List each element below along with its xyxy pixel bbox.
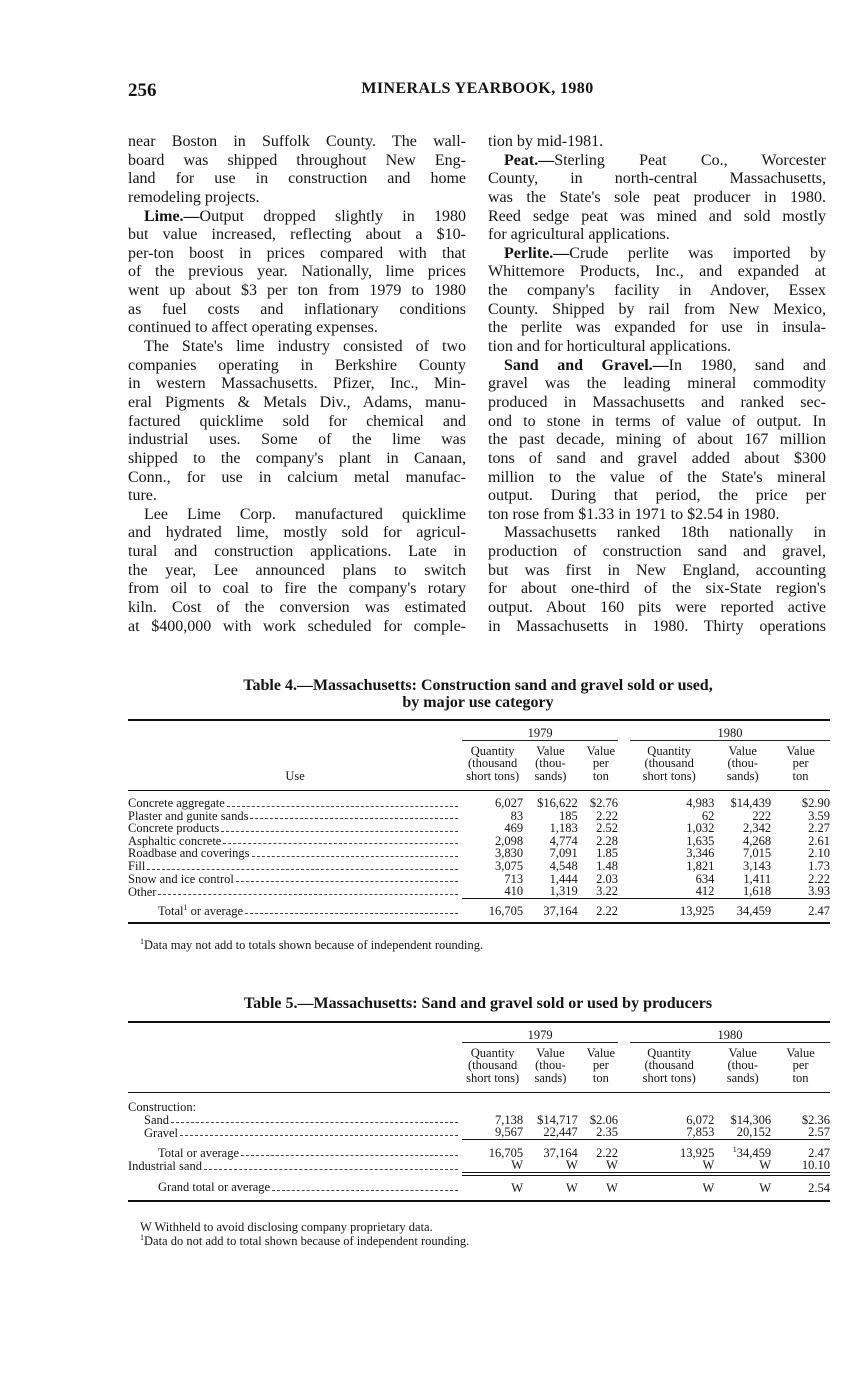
line-text: the past decade, mining of about 167 million — [488, 431, 826, 449]
table-cell: 2.35 — [596, 1125, 618, 1140]
text-line — [128, 524, 466, 543]
text-line — [488, 189, 826, 208]
line-text: Conn., for use in calcium metal manufac- — [128, 468, 466, 486]
header-line: sands) — [534, 768, 567, 783]
table-cell: 1,821 — [686, 859, 715, 874]
text-line — [128, 469, 466, 488]
table-cell: 4,774 — [549, 833, 578, 848]
line-text: near Boston in Suffolk County. The wall- — [128, 133, 466, 150]
column-header — [578, 1045, 624, 1093]
column-header — [523, 743, 578, 791]
line-text: million to the value of the State's mineral — [488, 468, 826, 486]
run-in-heading: Lime.— — [144, 207, 200, 225]
line-text: continued to affect operating expenses. — [128, 319, 378, 337]
header-line: ton — [592, 768, 609, 783]
header-line: per — [592, 1058, 609, 1073]
text-line — [488, 487, 826, 506]
year-1980: 1980 — [630, 1029, 830, 1043]
header-line: Value — [586, 743, 616, 758]
column-header — [624, 743, 714, 791]
text-line — [128, 618, 466, 637]
table-cell: 2.22 — [596, 808, 618, 823]
row-label: Sand — [144, 1112, 169, 1127]
line-text: the perlite was expanded for use in insula- — [488, 319, 826, 337]
line-text: In 1980, sand and — [668, 356, 826, 374]
line-text: Sterling Peat Co., Worcester — [554, 151, 826, 169]
table-cell: $2.06 — [589, 1112, 618, 1127]
table-cell: 2,342 — [742, 821, 772, 836]
column-header — [523, 1045, 578, 1093]
footnote-marker: 1 — [732, 1144, 737, 1154]
text-line — [128, 245, 466, 264]
table4-title-line1: Table 4.—Massachusetts: Construction sand and gravel sold or used, — [243, 677, 713, 694]
row-label: Plaster and gunite sands — [128, 808, 249, 823]
column-header — [578, 743, 624, 791]
line-text: eral Pigments & Metals Div., Adams, manu- — [128, 393, 466, 411]
footnote-withheld: W Withheld to avoid disclosing company proprietary data. — [140, 1220, 433, 1234]
text-line — [488, 469, 826, 488]
text-line — [488, 357, 826, 376]
line-text: tons of sand and gravel added about $300 — [488, 449, 826, 467]
line-text: output. About 160 pits were reported active — [488, 599, 826, 617]
text-line — [488, 170, 826, 189]
header-line: ton — [792, 1070, 809, 1085]
table-cell: $14,306 — [730, 1112, 772, 1127]
line-text: of the previous year. Nationally, lime prices — [128, 263, 466, 281]
table-row — [128, 1126, 830, 1139]
header-line: ton — [592, 1070, 609, 1085]
table-cell: 6,072 — [686, 1112, 715, 1127]
footnote-marker: 1 — [140, 936, 144, 946]
table-cell: 6,027 — [494, 796, 524, 811]
table-row — [128, 1114, 830, 1127]
column-header — [771, 743, 830, 791]
header-line: Value — [586, 1045, 616, 1060]
table-cell: 1.73 — [808, 859, 830, 874]
row-label: Grand total or average — [158, 1180, 271, 1195]
text-line — [128, 189, 466, 208]
header-line: Value — [786, 1045, 815, 1060]
text-line — [128, 450, 466, 469]
table-cell: 3,075 — [494, 859, 524, 874]
table5-title: Table 5.—Massachusetts: Sand and gravel sold or used by producers — [243, 995, 713, 1012]
table-cell: 34,459 — [714, 898, 771, 923]
table-cell: $2.76 — [589, 796, 618, 811]
text-line — [128, 599, 466, 618]
table4 — [128, 719, 830, 924]
row-label: Roadbase and coverings — [128, 846, 250, 861]
table-row — [128, 791, 830, 810]
table-cell: 10.10 — [801, 1158, 830, 1173]
header-line: Value — [728, 1045, 757, 1060]
line-text: Reed sedge peat was mined and sold mostly — [488, 207, 826, 225]
text-line — [128, 375, 466, 394]
text-line — [488, 394, 826, 413]
line-text: in western Massachusetts. Pfizer, Inc., Min- — [128, 375, 466, 393]
row-label: Other — [128, 884, 157, 899]
table-cell: W — [759, 1158, 772, 1173]
table-cell: 2.52 — [596, 821, 618, 836]
table-cell: W — [565, 1158, 578, 1173]
header-line: Value — [536, 1045, 565, 1060]
table-cell: $2.90 — [801, 796, 830, 811]
line-text: remodeling projects. — [128, 188, 260, 206]
table-row — [128, 1159, 830, 1174]
column-header — [714, 1045, 771, 1093]
table-cell: 1,032 — [686, 821, 715, 836]
header-line: (thousand — [467, 756, 518, 771]
table-row — [128, 847, 830, 860]
table-cell: 3,143 — [742, 859, 772, 874]
line-text: tion by mid-1981. — [488, 133, 604, 150]
table-cell: 2.27 — [808, 821, 830, 836]
text-line — [488, 319, 826, 338]
table-cell: 7,853 — [686, 1125, 715, 1140]
table-cell: 2.54 — [771, 1174, 830, 1201]
header-line: (thou- — [535, 1058, 566, 1073]
text-line — [488, 543, 826, 562]
text-line — [488, 338, 826, 357]
header-line: Quantity — [647, 1045, 692, 1060]
table-cell: 83 — [510, 808, 524, 823]
line-text: but was first in New England, accounting — [488, 561, 826, 579]
table-cell: 2.47 — [771, 1139, 830, 1159]
table-cell: 3,830 — [494, 846, 524, 861]
header-line: sands) — [726, 1070, 759, 1085]
table-row — [128, 885, 830, 898]
row-label: Snow and ice control — [128, 871, 234, 886]
row-label: Total or average — [158, 1145, 240, 1160]
use-header: Use — [285, 768, 305, 783]
line-text: the year, Lee announced plans to switch — [128, 561, 466, 579]
line-text: industrial uses. Some of the lime was — [128, 431, 466, 449]
column-header — [624, 1045, 714, 1093]
table-cell: W — [624, 1174, 714, 1201]
table-row — [128, 810, 830, 823]
table-cell: 2.22 — [578, 898, 624, 923]
table-cell: 16,705 — [462, 1139, 523, 1159]
text-line — [488, 506, 826, 525]
header-line: Quantity — [647, 743, 692, 758]
text-line — [488, 618, 826, 637]
table-cell: 1,183 — [549, 821, 578, 836]
text-line — [488, 282, 826, 301]
line-text: ton rose from $1.33 in 1971 to $2.54 in 1980. — [488, 505, 780, 523]
row-label: Total$^1$ or average — [158, 902, 244, 918]
text-line — [128, 413, 466, 432]
text-line — [128, 357, 466, 376]
line-text: from oil to coal to fire the company's rotary — [128, 580, 466, 598]
table-cell: $^1$34,459 — [714, 1139, 771, 1159]
header-line: sands) — [534, 1070, 567, 1085]
text-line — [488, 226, 826, 245]
table-cell: 2.57 — [808, 1125, 830, 1140]
run-in-heading: Sand and Gravel.— — [504, 356, 669, 374]
header-line: Value — [728, 743, 757, 758]
line-text: in Massachusetts in 1980. Thirty operations — [488, 617, 826, 635]
text-line — [128, 562, 466, 581]
line-text: as fuel costs and inflationary conditions — [128, 300, 466, 318]
text-line — [488, 245, 826, 264]
text-line — [128, 431, 466, 450]
header-line: (thou- — [727, 1058, 758, 1073]
table-row — [128, 860, 830, 873]
text-line — [488, 450, 826, 469]
table-cell: 2.03 — [596, 871, 618, 886]
table-cell: 37,164 — [523, 1139, 578, 1159]
line-text: Crude perlite was imported by — [569, 244, 826, 262]
line-text: shipped to the company's plant in Canaan, — [128, 449, 466, 467]
header-line: per — [792, 756, 809, 771]
row-label: Industrial sand — [128, 1159, 202, 1174]
line-text: gravel was the leading mineral commodity — [488, 375, 826, 393]
table-cell: 634 — [695, 871, 715, 886]
table-cell: 1,411 — [743, 871, 772, 886]
table-cell: 2.28 — [596, 833, 618, 848]
table-cell: 22,447 — [543, 1125, 578, 1140]
line-text: was the State's sole peat producer in 1980. — [488, 188, 826, 206]
line-text: went up about $3 per ton from 1979 to 1980 — [128, 282, 466, 300]
line-text: at $400,000 with work scheduled for comple- — [128, 617, 466, 635]
text-line — [128, 226, 466, 245]
table-cell: 4,983 — [686, 796, 715, 811]
table-cell: 2.10 — [808, 846, 830, 861]
table-row — [128, 873, 830, 886]
table-cell: 412 — [695, 884, 715, 899]
table-cell: $14,439 — [730, 796, 772, 811]
header-line: (thousand — [644, 756, 694, 771]
table-cell: 1.48 — [596, 859, 618, 874]
text-line — [128, 263, 466, 282]
line-text: County, in north-central Massachusetts, — [488, 170, 826, 188]
header-line: (thousand — [644, 1058, 694, 1073]
row-label: Asphaltic concrete — [128, 833, 222, 848]
header-line: short tons) — [642, 1070, 696, 1085]
line-text: land for use in construction and home — [128, 170, 466, 188]
table4-title-line2: by major use category — [402, 694, 554, 711]
row-label: Concrete products — [128, 821, 220, 836]
header-line: short tons) — [642, 768, 696, 783]
line-text: for about one-third of the six-State region's — [488, 580, 826, 598]
year-1980: 1980 — [630, 727, 830, 741]
table-cell: 1,444 — [549, 871, 578, 886]
line-text: Lee Lime Corp. manufactured quicklime — [144, 505, 466, 523]
text-line — [128, 152, 466, 171]
table-row — [128, 1174, 830, 1201]
line-text: ond to stone in terms of value of output. In — [488, 412, 826, 430]
text-column-left — [128, 133, 466, 636]
table-cell: 185 — [559, 808, 578, 823]
header-line: sands) — [726, 768, 759, 783]
table-cell: W — [714, 1174, 771, 1201]
text-line — [488, 375, 826, 394]
line-text: produced in Massachusetts and ranked sec- — [488, 393, 826, 411]
table-cell: 713 — [504, 871, 524, 886]
table-row — [128, 822, 830, 835]
text-line — [128, 487, 466, 506]
table-cell: 1,635 — [686, 833, 715, 848]
table-cell: 9,567 — [494, 1125, 524, 1140]
text-line — [488, 413, 826, 432]
year-1979: 1979 — [462, 727, 618, 741]
running-head: MINERALS YEARBOOK, 1980 — [361, 80, 594, 97]
line-text: factured quicklime sold for chemical and — [128, 412, 466, 430]
header-line: short tons) — [466, 768, 520, 783]
text-line — [488, 580, 826, 599]
table-cell: 1.85 — [596, 846, 618, 861]
header-line: ton — [792, 768, 809, 783]
text-line — [128, 170, 466, 189]
table-cell: 1,319 — [549, 884, 578, 899]
text-line — [488, 301, 826, 320]
text-line — [488, 562, 826, 581]
text-line — [488, 431, 826, 450]
page-number: 256 — [128, 80, 157, 101]
line-text: production of construction sand and gravel, — [488, 543, 826, 561]
row-label: Concrete aggregate — [128, 796, 225, 811]
line-text: per-ton boost in prices compared with that — [128, 244, 466, 262]
table-cell: 469 — [504, 821, 524, 836]
run-in-heading: Peat.— — [504, 151, 555, 169]
text-line — [128, 301, 466, 320]
year-1979: 1979 — [462, 1029, 618, 1043]
text-line — [128, 208, 466, 227]
header-line: per — [592, 756, 609, 771]
line-text: for agricultural applications. — [488, 226, 670, 244]
line-text: Whittemore Products, Inc., and expanded at — [488, 263, 826, 281]
table5 — [128, 1021, 830, 1202]
column-header — [714, 743, 771, 791]
text-line — [128, 543, 466, 562]
table-cell: 3.93 — [808, 884, 830, 899]
table-cell: 3.59 — [808, 808, 830, 823]
column-header — [462, 1045, 523, 1093]
table-row — [128, 1139, 830, 1159]
text-line — [128, 338, 466, 357]
table-cell: W — [511, 1158, 524, 1173]
line-text: tion and for horticultural applications. — [488, 338, 732, 356]
text-line — [128, 580, 466, 599]
header-line: Value — [536, 743, 565, 758]
table4-title — [128, 677, 828, 711]
header-line: short tons) — [466, 1070, 520, 1085]
table-row — [128, 898, 830, 923]
table-cell: $2.36 — [801, 1112, 830, 1127]
footnote-text: Data may not add to totals shown because of independent rounding. — [144, 938, 484, 952]
line-text: board was shipped throughout New Eng- — [128, 151, 466, 169]
text-line — [128, 282, 466, 301]
run-in-heading: Perlite.— — [504, 244, 570, 262]
table-cell: W — [462, 1174, 523, 1201]
text-line — [488, 152, 826, 171]
table-cell: 4,548 — [549, 859, 578, 874]
table-cell: $14,717 — [537, 1112, 578, 1127]
header-line: Value — [786, 743, 815, 758]
text-line — [488, 524, 826, 543]
line-text: tural and construction applications. Late in — [128, 543, 466, 561]
header-line: per — [792, 1058, 809, 1073]
use-column-header — [128, 720, 462, 790]
line-text: output. During that period, the price per — [488, 487, 826, 505]
line-text: Massachusetts ranked 18th nationally in — [504, 524, 826, 542]
footnote-rounding — [140, 1234, 469, 1248]
table-cell: $16,622 — [537, 796, 578, 811]
line-text: County. Shipped by rail from New Mexico, — [488, 300, 826, 318]
footnote-text: Data do not add to total shown because of independent rounding. — [144, 1234, 470, 1248]
table-cell: 13,925 — [624, 898, 714, 923]
footnote-marker: 1 — [140, 1232, 144, 1242]
table-cell: 4,268 — [742, 833, 772, 848]
table-cell: 2.22 — [808, 871, 830, 886]
text-line — [128, 394, 466, 413]
table-cell: 3.22 — [596, 884, 618, 899]
text-line — [128, 319, 466, 338]
table-cell: 2.61 — [808, 833, 830, 848]
line-text: but value increased, reflecting about a $10- — [128, 226, 466, 244]
section-label: Construction: — [128, 1100, 197, 1115]
table-cell: 2.47 — [771, 898, 830, 923]
table4-footnote — [140, 938, 483, 952]
line-text: The State's lime industry consisted of two — [144, 338, 466, 356]
column-header — [771, 1045, 830, 1093]
table-cell: 410 — [504, 884, 524, 899]
table-cell: 7,015 — [742, 846, 772, 861]
table-cell: 7,138 — [494, 1112, 524, 1127]
header-line: Quantity — [470, 1045, 515, 1060]
text-line — [488, 133, 826, 152]
line-text: and hydrated lime, mostly sold for agricul- — [128, 524, 466, 542]
table-cell: 222 — [752, 808, 772, 823]
table-cell: W — [523, 1174, 578, 1201]
header-line: Quantity — [470, 743, 515, 758]
table-cell: W — [578, 1174, 624, 1201]
text-line — [488, 208, 826, 227]
text-column-right — [488, 133, 826, 636]
line-text: companies operating in Berkshire County — [128, 356, 466, 374]
row-label: Fill — [128, 859, 146, 874]
table-cell: 2.22 — [578, 1139, 624, 1159]
line-text: ture. — [128, 487, 157, 505]
header-line: (thou- — [727, 756, 758, 771]
line-text: the company's facility in Andover, Essex — [488, 282, 826, 300]
table-cell: 13,925 — [624, 1139, 714, 1159]
table-cell: W — [606, 1158, 618, 1173]
table5-footnotes — [140, 1220, 469, 1248]
table-cell: 2,098 — [494, 833, 524, 848]
text-line — [128, 133, 466, 152]
line-text: Output dropped slightly in 1980 — [199, 207, 466, 225]
table-cell: 20,152 — [736, 1125, 772, 1140]
text-line — [488, 599, 826, 618]
table-cell: 62 — [701, 808, 715, 823]
table-cell: 37,164 — [523, 898, 578, 923]
table-cell: 16,705 — [462, 898, 523, 923]
header-line: (thou- — [535, 756, 566, 771]
line-text: kiln. Cost of the conversion was estimated — [128, 599, 466, 617]
text-line — [488, 263, 826, 282]
header-line: (thousand — [467, 1058, 518, 1073]
table-cell: 7,091 — [549, 846, 578, 861]
row-label: Gravel — [144, 1125, 179, 1140]
use-column-header — [128, 1022, 462, 1092]
column-header — [462, 743, 523, 791]
table-cell: 1,618 — [742, 884, 772, 899]
table-cell: W — [702, 1158, 715, 1173]
text-line — [128, 506, 466, 525]
table-cell: 3,346 — [686, 846, 715, 861]
